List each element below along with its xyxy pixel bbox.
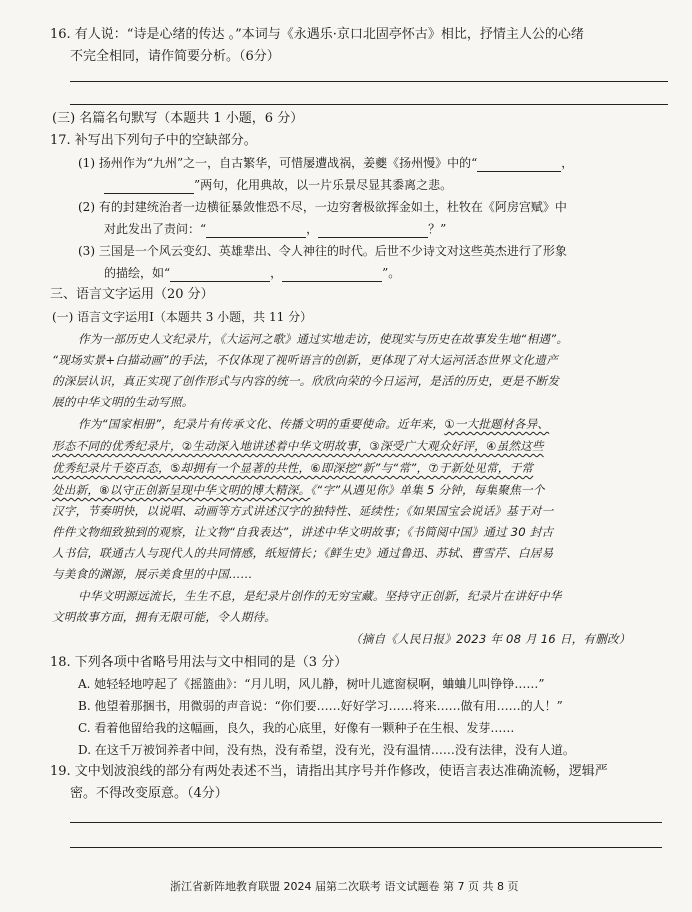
q18-stem: 18. 下列各项中省略号用法与文中相同的是（3 分） <box>50 655 348 670</box>
q17-item-1-text-2: ”两句，化用典故，以一片乐景尽显其黍离之悲。 <box>194 178 453 192</box>
article-line: 中华文明源远流长，生生不息，是纪录片创作的无穷宝藏。坚持守正创新，纪录片在讲好中华 <box>78 589 562 603</box>
q17-item-1-line-1 <box>78 154 573 172</box>
q17-item-2-comma: ， <box>306 222 319 236</box>
wavy-underlined-text: 形态不同的优秀纪录片，②生动深入地讲述着中华文明故事，③深受广大观众好评，④虽然这些 <box>52 439 544 453</box>
article-text: 作为“国家相册”，纪录片有传承文化、传播文明的重要使命。近年来， <box>78 417 445 431</box>
fill-blank <box>477 157 561 172</box>
part-title: 三、语言文字运用（20 分） <box>50 287 214 302</box>
article-text: 《“字”从遇见你》单集 5 分钟，每集聚焦一个 <box>310 483 545 497</box>
answer-line <box>70 104 668 105</box>
article-line <box>52 481 545 499</box>
fill-blank <box>282 267 382 282</box>
q17-item-3-comma: ， <box>270 266 283 280</box>
article-line: 与美食的渊源，展示美食里的中国…… <box>52 567 253 581</box>
fill-blank <box>104 179 194 194</box>
article-line: 的深层认识，真正实现了创作形式与内容的统一。欣欣向荣的今日运河，是活的历史，更是不断发 <box>52 374 560 388</box>
q17-item-2-line-1: (2) 有的封建统治者一边横征暴敛惟恐不尽，一边穷奢极欲挥金如土，杜牧在《阿房宫赋》中 <box>78 200 567 214</box>
q16-line-1: 16. 有人说：“诗是心绪的传达 。”本词与《永遇乐·京口北固亭怀古》相比，抒情主人公的心绪 <box>50 27 584 42</box>
q17-item-1-text: (1) 扬州作为“九州”之一，自古繁华，可惜屡遭战祸，姜夔《扬州慢》中的“ <box>78 156 478 170</box>
article-line: 件件文物细致独到的观察，让文物“自我表达”，讲述中华文明故事；《书简阅中国》通过 30 封古 <box>52 525 554 539</box>
fill-blank <box>170 267 270 282</box>
article-source: （摘自《人民日报》2023 年 08 月 16 日，有删改） <box>350 632 631 646</box>
wavy-underlined-text: 处出新，⑧以守正创新呈现中华文明的博大精深。 <box>52 483 311 497</box>
article-line: 作为一部历史人文纪录片，《大运河之歌》通过实地走访，使现实与历史在故事发生地“相遇”。 <box>78 332 569 346</box>
article-line: “现场实景+白描动画”的手法，不仅体现了视听语言的创新，更体现了对大运河活态世界文化遗产 <box>52 353 558 367</box>
wavy-underlined-text: 优秀纪录片千姿百态，⑤却拥有一个显著的共性，⑥即深挖“新”与“常”，⑦于新处见常，于常 <box>52 461 534 475</box>
answer-line <box>70 81 668 82</box>
subsection-title: (一) 语言文字运用Ⅰ（本题共 3 小题，共 11 分） <box>52 310 313 324</box>
q17-item-2-line-2 <box>104 220 446 238</box>
fill-blank <box>206 223 306 238</box>
q17-item-1-comma: ， <box>561 156 574 170</box>
q18-option-d: D. 在这千万被饲养者中间，没有热，没有希望，没有光，没有温情……没有法律，没有人道。 <box>78 743 575 757</box>
article-line: 文明故事方面，拥有无限可能，令人期待。 <box>52 610 277 624</box>
page-footer: 浙江省新阵地教育联盟 2024 届第二次联考 语文试题卷 第 7 页 共 8 页 <box>170 880 519 893</box>
q18-option-b: B. 他望着那捆书，用微弱的声音说：“你们要……好好学习……将来……做有用……的人！” <box>78 699 563 713</box>
fill-blank <box>318 223 428 238</box>
answer-line <box>70 822 662 823</box>
q17-item-3-end: ”。 <box>382 266 401 280</box>
q17-item-3-line-2 <box>104 264 400 282</box>
article-line: 汉字，节奏明快，以说唱、动画等方式讲述汉字的独特性、延续性；《如果国宝会说话》基于对一 <box>52 504 554 518</box>
q18-option-a: A. 她轻轻地哼起了《摇篮曲》：“月儿明，风儿静，树叶儿遮窗棂啊，蛐蛐儿叫铮铮……” <box>78 677 545 691</box>
section-title: (三) 名篇名句默写（本题共 1 小题，6 分） <box>52 111 304 126</box>
q16-line-2: 不完全相同，请作简要分析。（6分） <box>70 49 280 64</box>
q17-item-3-text: 的描绘，如“ <box>104 266 171 280</box>
q19-line-1: 19. 文中划波浪线的部分有两处表述不当，请指出其序号并作修改，使语言表达准确流畅，逻辑严 <box>50 764 608 779</box>
wavy-underlined-text: ①一大批题材各异、 <box>444 417 550 431</box>
q19-line-2: 密。不得改变原意。（4分） <box>70 786 228 801</box>
q17-stem: 17. 补写出下列句子中的空缺部分。 <box>50 133 257 148</box>
q17-item-2-end: ？” <box>428 222 447 236</box>
q17-item-2-text: 对此发出了责问：“ <box>104 222 207 236</box>
article-line: 人书信，联通古人与现代人的共同情感，纸短情长；《鲜生史》通过鲁迅、苏轼、曹雪芹、白居易 <box>52 546 554 560</box>
q17-item-3-line-1: (3) 三国是一个风云变幻、英雄辈出、令人神往的时代。后世不少诗文对这些英杰进行了形象 <box>78 244 567 258</box>
article-line <box>78 415 549 433</box>
answer-line <box>70 847 662 848</box>
article-line: 展的中华文明的生动写照。 <box>52 395 194 409</box>
q18-option-c: C. 看着他留给我的这幅画，良久，我的心底里，好像有一颗种子在生根、发芽…… <box>78 721 515 735</box>
q17-item-1-line-2 <box>104 176 452 194</box>
